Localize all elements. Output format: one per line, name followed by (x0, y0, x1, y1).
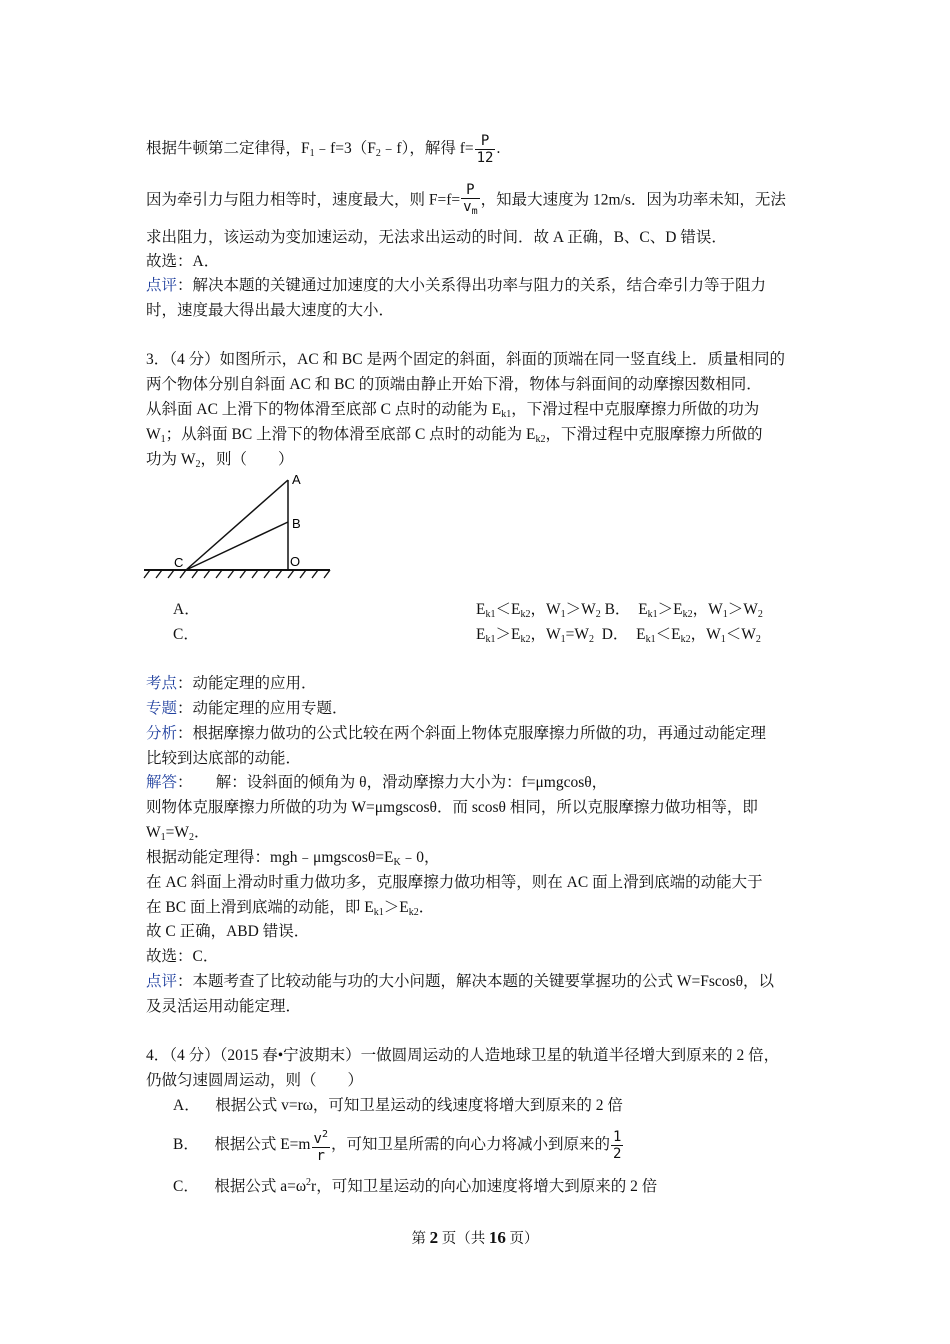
fenxi-label: 分析 (146, 725, 178, 742)
fraction-p-over-vm (461, 182, 479, 220)
total-pages: 16 (488, 1228, 506, 1247)
fraction-one-half (611, 1129, 623, 1162)
subscript: k1 (501, 409, 512, 420)
option-c-letter: C． (173, 1178, 199, 1195)
option-d-letter: D． (601, 626, 629, 643)
numerator: 1 (612, 1129, 622, 1145)
text: 页） (505, 1231, 539, 1247)
fraction-p-over-12 (475, 133, 496, 166)
q2-answer: 故选：A． (146, 253, 220, 270)
option-c-letter: C． (173, 626, 199, 643)
text: ，下滑过程中克服摩擦力所做的 (545, 426, 763, 443)
q3-stem-3 (146, 400, 759, 425)
text: 功为 W (146, 451, 196, 468)
denominator-symbol: v (463, 199, 472, 215)
text: ：本题考查了比较动能与功的大小问题，解决本题的关键要掌握功的公式 W=Fscosθ，以 (177, 973, 775, 990)
option-d-text: $E_{k1}<E_{k2}$，$W_1<W_2$ (636, 626, 761, 645)
label-a: A (292, 472, 301, 487)
page-number: 2 (429, 1228, 439, 1247)
option-b-letter: B． (604, 601, 631, 618)
q2-line-2 (146, 182, 786, 220)
q3-jieda-6: 在 BC 面上滑到底端的动能，即 $E_{k1}>E_{k2}$． (146, 899, 435, 918)
q3-kaodian (146, 674, 317, 694)
q3-jieda-5: 在 AC 斜面上滑动时重力做功多，克服摩擦力做功相等，则在 AC 面上滑到底端的动能大于 (146, 874, 763, 891)
label-b: B (292, 516, 301, 531)
q4-option-c (173, 1173, 657, 1197)
q4-stem-1: 4．（4 分）（2015 春•宁波期末）一做圆周运动的人造地球卫星的轨道半径增大到原来的 2 倍， (146, 1047, 780, 1064)
q3-jieda-1 (146, 773, 607, 793)
option-a-b (476, 600, 763, 625)
text: 因为牵引力与阻力相等时，速度最大，则 F=f= (146, 191, 461, 209)
text: ：解决本题的关键通过加速度的大小关系得出功率与阻力的关系，结合牵引力等于阻力 (177, 277, 767, 294)
text: ：动能定理的应用专题． (177, 700, 348, 717)
page-footer (0, 1227, 950, 1248)
q3-stem-2: 两个物体分别自斜面 AC 和 BC 的顶端由静止开始下滑，物体与斜面间的动摩擦因数相同． (146, 376, 762, 393)
option-a-letter: A． (173, 1097, 200, 1114)
text: ；从斜面 BC 上滑下的物体滑至底部 C 点时的动能为 E (165, 426, 536, 443)
option-c-d (476, 625, 761, 650)
text: 第 (411, 1231, 430, 1247)
text: ，可知卫星所需的向心力将减小到原来的 (330, 1136, 610, 1154)
text: 页（共 (438, 1231, 489, 1247)
option-b-text: $E_{k1}>E_{k2}$，$W_1>W_2$ (638, 601, 763, 620)
subscript: 1 (309, 148, 315, 160)
q3-fenxi-1 (146, 724, 766, 744)
text: ﹣f=3（F (314, 140, 376, 158)
option-b-letter: B． (173, 1136, 199, 1154)
q3-jieda-4: 根据动能定理得：$mgh﹣\mu mgscos\theta=E_K﹣0$， (146, 849, 440, 868)
option-a-letter: A． (173, 601, 200, 618)
subscript: 2 (375, 148, 381, 160)
q4-option-b (173, 1127, 624, 1164)
q2-line-3: 求出阻力，该运动为变加速运动，无法求出运动的时间．故 A 正确，B、C、D 错误． (146, 229, 727, 246)
kaodian-label: 考点 (146, 675, 178, 692)
denominator: r (316, 1148, 325, 1164)
numerator: P (475, 133, 496, 150)
jieda-label: 解答 (146, 774, 178, 791)
text: . (496, 140, 501, 158)
denominator (461, 199, 479, 220)
fraction-v2-over-r (312, 1127, 330, 1164)
q3-jieda-7: 故 C 正确，ABD 错误． (146, 923, 310, 940)
label-c: C (174, 555, 184, 570)
text: 根据公式 E=m (214, 1136, 311, 1154)
q3-jieda-3: $W_1=W_2$． (146, 824, 210, 843)
text: ，则（ ） (200, 451, 294, 468)
numerator (312, 1127, 330, 1148)
subscript: 1 (160, 434, 166, 445)
q3-stem-1: 3．（4 分）如图所示，AC 和 BC 是两个固定的斜面，斜面的顶端在同一竖直线上．质量相同的 (146, 351, 785, 368)
q4-option-a (173, 1096, 623, 1116)
q3-review-1 (146, 972, 774, 992)
q3-jieda-2: 则物体克服摩擦力所做的功为 W=μmgscosθ．而 scosθ 相同，所以克服摩擦力做功相等，即 (146, 799, 758, 816)
q4-stem-2: 仍做匀速圆周运动，则（ ） (146, 1072, 364, 1089)
option-a-text: $E_{k1}<E_{k2}$，$W_1>W_2$ (476, 601, 601, 620)
numerator: P (461, 182, 479, 199)
numerator-symbol: v (313, 1131, 322, 1147)
q2-review-1 (146, 276, 766, 296)
text: ，知最大速度为 12m/s．因为功率未知，无法 (480, 191, 786, 209)
incline-diagram (140, 470, 340, 580)
text: W (146, 426, 161, 443)
text: ： 解：设斜面的倾角为 θ，滑动摩擦力大小为：f=μmgcosθ， (177, 774, 608, 791)
option-a-text: 根据公式 v=rω，可知卫星运动的线速度将增大到原来的 2 倍 (215, 1097, 623, 1114)
text: ﹣f），解得 f= (380, 140, 474, 158)
denominator: 2 (612, 1146, 622, 1162)
subscript: k2 (535, 434, 546, 445)
superscript: 2 (321, 1129, 328, 1140)
q3-stem-4 (146, 425, 763, 450)
subscript: 2 (195, 459, 201, 470)
text: 根据牛顿第二定律得，F (146, 140, 310, 158)
q3-review-2: 及灵活运用动能定理． (146, 998, 302, 1015)
review-label: 点评 (146, 277, 178, 294)
label-o: O (290, 554, 301, 569)
text: ，下滑过程中克服摩擦力所做的功为 (511, 401, 760, 418)
subscript: m (471, 206, 478, 217)
q3-fenxi-2: 比较到达底部的动能． (146, 750, 302, 767)
review-label: 点评 (146, 973, 178, 990)
q2-review-2: 时，速度最大得出最大速度的大小． (146, 302, 395, 319)
q3-zhuanti (146, 699, 348, 719)
incline-bc (186, 522, 288, 570)
option-c-text: $E_{k1}>E_{k2}$，$W_1=W_2$ (476, 626, 594, 645)
text: ：动能定理的应用． (177, 675, 317, 692)
q3-answer: 故选：C． (146, 948, 219, 965)
denominator: 12 (476, 150, 494, 166)
option-c-text: 根据公式 $a=\omega^2r$，可知卫星运动的向心加速度将增大到原来的 2 倍 (214, 1177, 658, 1195)
text: ：根据摩擦力做功的公式比较在两个斜面上物体克服摩擦力所做的功，再通过动能定理 (177, 725, 767, 742)
q2-line-1 (146, 133, 500, 166)
ground-hatching (144, 570, 330, 578)
zhuanti-label: 专题 (146, 700, 178, 717)
incline-ac (186, 480, 288, 570)
text: 从斜面 AC 上滑下的物体滑至底部 C 点时的动能为 E (146, 401, 502, 418)
